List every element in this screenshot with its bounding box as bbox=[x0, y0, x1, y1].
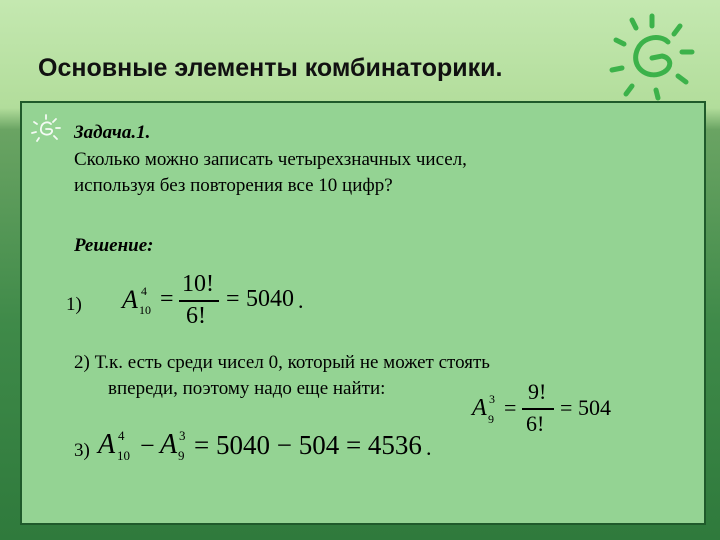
formula-1-eq2: = bbox=[226, 286, 240, 312]
formula-3-sup2: 3 bbox=[179, 428, 186, 443]
formula-3-minus: − bbox=[140, 431, 155, 460]
formula-3-sub1: 10 bbox=[117, 448, 130, 463]
formula-1-fraction-bar bbox=[179, 300, 219, 302]
formula-2-sup: 3 bbox=[489, 392, 495, 406]
slide-title: Основные элементы комбинаторики. bbox=[38, 54, 503, 82]
formula-2-result: 504 bbox=[578, 395, 611, 420]
formula-1-A: A bbox=[122, 285, 138, 314]
formula-2-fraction-bar bbox=[522, 408, 554, 410]
formula-2-A: A bbox=[472, 395, 487, 421]
formula-1-eq1: = bbox=[160, 286, 174, 312]
formula-2-eq2: = bbox=[560, 395, 573, 420]
sun-logo-icon bbox=[606, 12, 698, 104]
formula-3-sup1: 4 bbox=[118, 428, 125, 443]
sun-bullet-icon bbox=[30, 113, 62, 145]
formula-1-sub: 10 bbox=[139, 303, 151, 317]
formula-3-result: = 5040 − 504 = 4536 bbox=[194, 430, 422, 460]
formula-2-eq1: = bbox=[504, 395, 517, 420]
formula-3-sub2: 9 bbox=[178, 448, 185, 463]
step1-label: 1) bbox=[66, 294, 82, 315]
solution-label: Решение: bbox=[74, 235, 154, 256]
formula-2-sub: 9 bbox=[488, 412, 494, 426]
formula-3-A1: A bbox=[98, 429, 116, 460]
formula-1-denominator: 6! bbox=[186, 303, 206, 329]
formula-1-sup: 4 bbox=[141, 284, 147, 298]
step2-line-1: 2) Т.к. есть среди чисел 0, который не может стоять bbox=[74, 352, 490, 373]
formula-3-A2: A bbox=[160, 429, 178, 460]
content-panel bbox=[20, 101, 706, 525]
step3-label: 3) bbox=[74, 440, 90, 461]
task-text-line-1: Сколько можно записать четырехзначных чисел, bbox=[74, 149, 467, 170]
step2-line-2: впереди, поэтому надо еще найти: bbox=[108, 378, 386, 399]
task-text-line-2: используя без повторения все 10 цифр? bbox=[74, 175, 393, 196]
formula-1-result: 5040 bbox=[246, 286, 294, 312]
task-title: Задача.1. bbox=[74, 122, 151, 143]
formula-2-denominator: 6! bbox=[526, 411, 545, 436]
formula-1-numerator: 10! bbox=[182, 271, 214, 297]
formula-1-dot: . bbox=[298, 288, 304, 313]
formula-3-dot: . bbox=[426, 435, 432, 460]
formula-2-numerator: 9! bbox=[528, 379, 547, 404]
